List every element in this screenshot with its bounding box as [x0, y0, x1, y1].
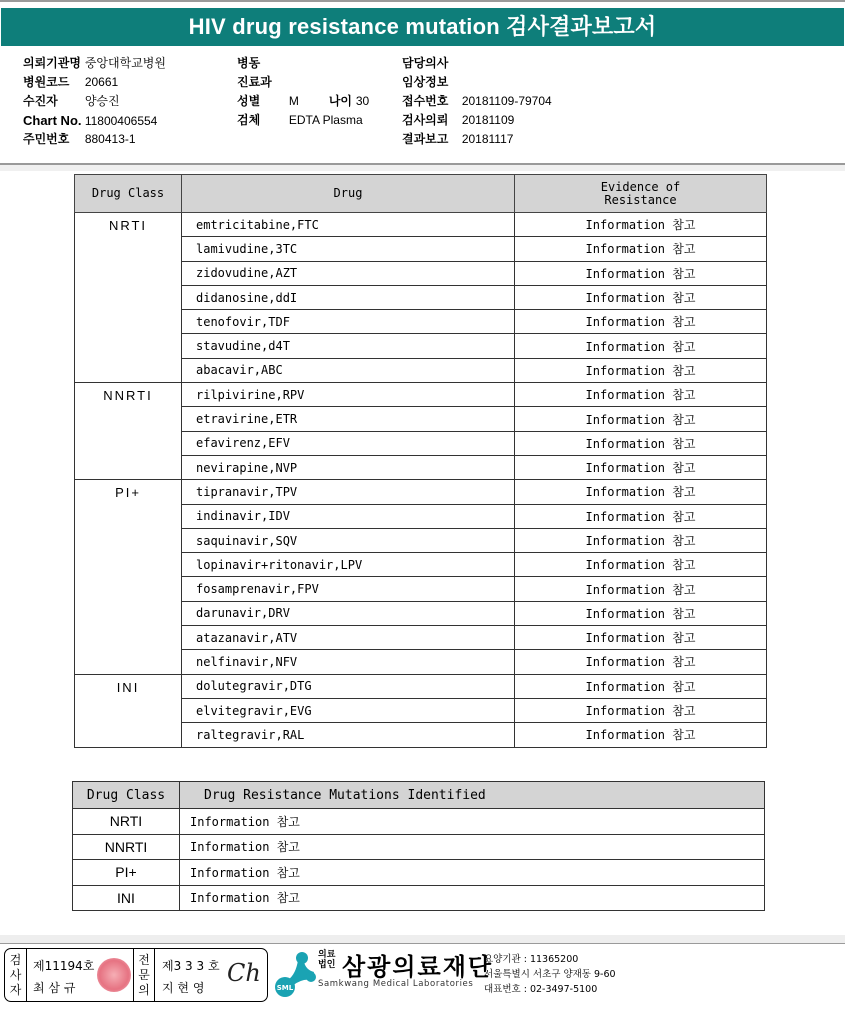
drug-cell: etravirine,ETR [182, 407, 515, 431]
info-row [23, 130, 166, 149]
patient-info-col1 [23, 54, 166, 149]
table-row [75, 383, 767, 407]
mutation-cell: Information 참고 [180, 809, 765, 835]
info-value: 20181117 [461, 132, 514, 146]
evidence-cell: Information 참고 [515, 504, 767, 528]
signature: Ch [227, 959, 261, 987]
drug-class-cell: INI [75, 674, 182, 747]
info-label: 결과보고 [402, 132, 449, 146]
table-header-row [75, 175, 767, 213]
info-value: 20181109 [461, 113, 515, 127]
evidence-cell: Information 참고 [515, 528, 767, 552]
info-value: 20661 [84, 75, 119, 89]
table-row [75, 213, 767, 237]
info-value: EDTA Plasma [288, 113, 363, 127]
sml-logo-icon [272, 950, 316, 998]
org-code: 요양기관 : 11365200 [484, 954, 579, 965]
info-row [23, 73, 166, 92]
header-mutations: Drug Resistance Mutations Identified [180, 782, 765, 809]
drug-cell: zidovudine,AZT [182, 261, 515, 285]
drug-cell: tenofovir,TDF [182, 310, 515, 334]
table-row [73, 809, 765, 835]
drug-cell: rilpivirine,RPV [182, 383, 515, 407]
info-value: 양승진 [84, 94, 120, 108]
info-label: 성별 [237, 94, 261, 108]
specialist-info [162, 955, 220, 999]
info-row [402, 111, 552, 130]
evidence-cell: Information 참고 [515, 723, 767, 747]
patient-info-col3 [402, 54, 552, 149]
evidence-cell: Information 참고 [515, 310, 767, 334]
table-row [73, 885, 765, 911]
table-header-row [73, 782, 765, 809]
info-value: 30 [355, 94, 370, 108]
info-label: 주민번호 [23, 132, 70, 146]
org-name: 삼광의료재단 [342, 953, 494, 981]
organization-details [484, 952, 616, 997]
mutation-table-body [73, 809, 765, 911]
table-row [75, 674, 767, 698]
evidence-cell: Information 참고 [515, 358, 767, 382]
table-row [73, 834, 765, 860]
examiner-info [33, 955, 94, 999]
mutation-cell: Information 참고 [180, 860, 765, 886]
info-row [23, 54, 166, 73]
info-value: 880413-1 [84, 132, 136, 146]
header-evidence [515, 175, 767, 213]
drug-class-cell: PI+ [73, 860, 180, 886]
resistance-table-body [75, 213, 767, 748]
info-row [402, 73, 552, 92]
org-english-name: Samkwang Medical Laboratories [318, 979, 474, 989]
patient-info-col2 [237, 54, 369, 130]
evidence-cell: Information 참고 [515, 480, 767, 504]
footer-band [0, 935, 845, 943]
drug-cell: fosamprenavir,FPV [182, 577, 515, 601]
specialist-name: 지 현 영 [162, 981, 205, 995]
info-row [23, 111, 166, 130]
signature-box [4, 948, 268, 1002]
evidence-cell: Information 참고 [515, 553, 767, 577]
info-value: M [288, 94, 299, 108]
info-label: 수진자 [23, 94, 58, 108]
drug-cell: stavudine,d4T [182, 334, 515, 358]
info-row [237, 111, 369, 130]
info-label: 담당의사 [402, 56, 449, 70]
info-row [237, 73, 369, 92]
examiner-number: 제11194호 [33, 959, 95, 973]
header-evidence-line1: Evidence of [600, 179, 681, 194]
info-label: 검사의뢰 [402, 113, 449, 127]
info-row [402, 54, 552, 73]
drug-class-cell: NNRTI [73, 834, 180, 860]
drug-cell: atazanavir,ATV [182, 626, 515, 650]
drug-cell: raltegravir,RAL [182, 723, 515, 747]
drug-cell: efavirenz,EFV [182, 431, 515, 455]
drug-cell: darunavir,DRV [182, 601, 515, 625]
drug-cell: nelfinavir,NFV [182, 650, 515, 674]
evidence-cell: Information 참고 [515, 383, 767, 407]
info-row [237, 54, 369, 73]
table-row [73, 860, 765, 886]
vertical-label-char: 의 [138, 983, 150, 997]
drug-cell: lopinavir+ritonavir,LPV [182, 553, 515, 577]
evidence-cell: Information 참고 [515, 334, 767, 358]
drug-cell: didanosine,ddI [182, 285, 515, 309]
info-label: 진료과 [237, 75, 272, 89]
specialist-label [133, 949, 155, 1001]
info-row [402, 92, 552, 111]
info-label: 임상정보 [402, 75, 449, 89]
seal-stamp-icon [97, 958, 131, 992]
top-rule [0, 0, 845, 2]
org-prefix: 의료법인 [318, 950, 336, 970]
drug-class-cell: NNRTI [75, 383, 182, 480]
drug-cell: nevirapine,NVP [182, 455, 515, 479]
examiner-label [5, 949, 27, 1001]
header-drug-class: Drug Class [73, 782, 180, 809]
evidence-cell: Information 참고 [515, 601, 767, 625]
logo-text: SML [276, 984, 294, 992]
vertical-label-char: 전 [138, 953, 150, 967]
evidence-cell: Information 참고 [515, 650, 767, 674]
org-address: 서울특별시 서초구 양재동 9-60 [484, 969, 616, 980]
resistance-table [74, 174, 767, 748]
drug-class-cell: INI [73, 885, 180, 911]
drug-cell: abacavir,ABC [182, 358, 515, 382]
drug-cell: saquinavir,SQV [182, 528, 515, 552]
info-value: 중앙대학교병원 [84, 56, 166, 70]
info-label: 접수번호 [402, 94, 449, 108]
info-label: 나이 [328, 94, 353, 108]
report-title: HIV drug resistance mutation 검사결과보고서 [1, 8, 844, 46]
info-value: 20181109-79704 [461, 94, 552, 108]
header-evidence-line2: Resistance [604, 192, 677, 207]
drug-cell: tipranavir,TPV [182, 480, 515, 504]
evidence-cell: Information 참고 [515, 577, 767, 601]
vertical-label-char: 문 [138, 968, 150, 982]
info-value: 11800406554 [84, 114, 158, 128]
info-label: 병원코드 [23, 75, 70, 89]
evidence-cell: Information 참고 [515, 698, 767, 722]
info-row [402, 130, 552, 149]
evidence-cell: Information 참고 [515, 261, 767, 285]
section-band [0, 165, 845, 171]
evidence-cell: Information 참고 [515, 455, 767, 479]
drug-cell: emtricitabine,FTC [182, 213, 515, 237]
drug-class-cell: NRTI [73, 809, 180, 835]
vertical-label-char: 자 [9, 983, 22, 997]
evidence-cell: Information 참고 [515, 431, 767, 455]
examiner-name: 최 삼 규 [33, 981, 76, 995]
info-label: 의뢰기관명 [23, 56, 81, 70]
evidence-cell: Information 참고 [515, 626, 767, 650]
drug-cell: dolutegravir,DTG [182, 674, 515, 698]
mutation-cell: Information 참고 [180, 885, 765, 911]
table-row [75, 480, 767, 504]
specialist-number: 제3 3 3 호 [162, 959, 220, 973]
info-label: 검체 [237, 113, 261, 127]
info-row [237, 92, 369, 111]
footer-rule [0, 943, 845, 944]
evidence-cell: Information 참고 [515, 237, 767, 261]
info-label: Chart No. [23, 113, 82, 128]
mutation-cell: Information 참고 [180, 834, 765, 860]
vertical-label-char: 사 [9, 968, 22, 982]
evidence-cell: Information 참고 [515, 407, 767, 431]
info-label: 병동 [237, 56, 261, 70]
drug-class-cell: PI+ [75, 480, 182, 674]
header-drug-class: Drug Class [75, 175, 182, 213]
drug-cell: lamivudine,3TC [182, 237, 515, 261]
evidence-cell: Information 참고 [515, 674, 767, 698]
drug-cell: elvitegravir,EVG [182, 698, 515, 722]
drug-class-cell: NRTI [75, 213, 182, 383]
vertical-label-char: 검 [9, 953, 22, 967]
org-phone: 대표번호 : 02-3497-5100 [484, 984, 598, 995]
evidence-cell: Information 참고 [515, 285, 767, 309]
mutation-table [72, 781, 765, 911]
header-drug: Drug [182, 175, 515, 213]
evidence-cell: Information 참고 [515, 213, 767, 237]
info-row [23, 92, 166, 111]
drug-cell: indinavir,IDV [182, 504, 515, 528]
